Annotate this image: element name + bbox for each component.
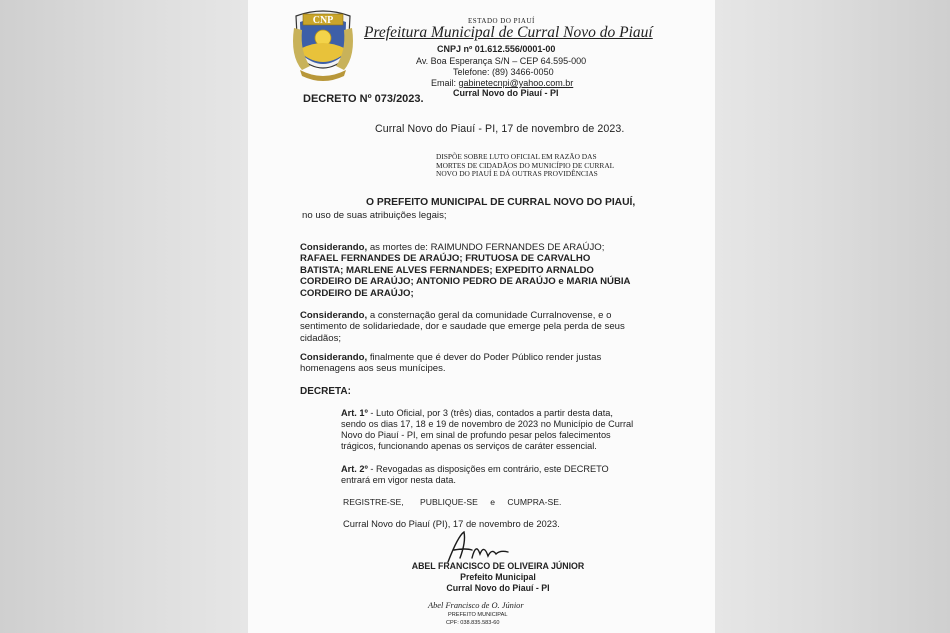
considerando-2 bbox=[300, 310, 652, 344]
email-label: Email: bbox=[431, 78, 457, 88]
registre-text: REGISTRE-SE, bbox=[343, 497, 404, 507]
article-text: - Revogadas as disposições em contrário, este DECRETO bbox=[370, 464, 609, 474]
conjunction-text: e bbox=[490, 497, 496, 507]
considerando-text: RAFAEL FERNANDES DE ARAÚJO; FRUTUOSA DE CARVALHO bbox=[300, 253, 591, 265]
stamp-title: PREFEITO MUNICIPAL bbox=[448, 612, 508, 618]
background-right bbox=[715, 0, 950, 633]
article-text: entrará em vigor nesta data. bbox=[341, 475, 456, 485]
considerando-3 bbox=[300, 352, 652, 375]
municipal-seal-icon bbox=[290, 8, 356, 84]
legal-attributions: no uso de suas atribuições legais; bbox=[302, 210, 447, 221]
considerando-text: a consternação geral da comunidade Curralnovense, e o bbox=[369, 310, 612, 321]
considerando-text: cidadãos; bbox=[300, 332, 342, 344]
article-lead: Art. 1º bbox=[341, 408, 368, 418]
publique-text: PUBLIQUE-SE bbox=[420, 497, 478, 507]
considerando-1 bbox=[300, 242, 652, 299]
registre-line bbox=[343, 497, 561, 507]
logo-text: CNP bbox=[312, 15, 334, 26]
considerando-text: finalmente que é dever do Poder Público render justas bbox=[369, 352, 602, 363]
considerando-lead: Considerando, bbox=[300, 242, 368, 253]
signatory-title: Prefeito Municipal bbox=[460, 572, 536, 582]
stamp-name: Abel Francisco de O. Júnior bbox=[428, 601, 524, 610]
considerando-lead: Considerando, bbox=[300, 352, 368, 363]
article-1 bbox=[341, 408, 651, 452]
considerando-text: CORDEIRO DE ARAÚJO; ANTONIO PEDRO DE ARAÚJO e MARIA NÚBIA bbox=[300, 276, 631, 288]
cnpj-text: CNPJ nº 01.612.556/0001-00 bbox=[437, 44, 556, 54]
cumpra-text: CUMPRA-SE. bbox=[507, 497, 562, 507]
considerando-text: CORDEIRO DE ARAÚJO; bbox=[300, 287, 414, 299]
ementa bbox=[436, 153, 646, 179]
prefeitura-title: Prefeitura Municipal de Curral Novo do Piauí bbox=[364, 24, 653, 41]
email-link[interactable]: gabinetecnpi@yahoo.com.br bbox=[458, 78, 574, 88]
article-text: trágicos, funcionando apenas os serviços de caráter essencial. bbox=[341, 441, 597, 451]
ementa-line: NOVO DO PIAUÍ E DÁ OUTRAS PROVIDÊNCIAS bbox=[436, 169, 598, 179]
article-text: Novo do Piauí - PI, em sinal de profundo pesar pelos falecimentos bbox=[341, 430, 611, 440]
mayor-heading: O PREFEITO MUNICIPAL DE CURRAL NOVO DO PIAUÍ, bbox=[366, 197, 636, 208]
closing-place-date: Curral Novo do Piauí (PI), 17 de novembro de 2023. bbox=[343, 518, 560, 529]
article-text: sendo os dias 17, 18 e 19 de novembro de 2023 no Município de Curral bbox=[341, 419, 634, 429]
signatory-city: Curral Novo do Piauí - PI bbox=[446, 583, 550, 593]
decreta-heading: DECRETA: bbox=[300, 386, 351, 397]
article-text: - Luto Oficial, por 3 (três) dias, contados a partir desta data, bbox=[370, 408, 613, 418]
considerando-text: sentimento de solidariedade, dor e saudade que emerge pela perda de seus bbox=[300, 321, 625, 333]
place-date: Curral Novo do Piauí - PI, 17 de novembro de 2023. bbox=[375, 123, 625, 135]
article-2 bbox=[341, 464, 651, 486]
header-city: Curral Novo do Piauí - PI bbox=[453, 88, 559, 98]
considerando-lead: Considerando, bbox=[300, 310, 368, 321]
decree-number: DECRETO Nº 073/2023. bbox=[303, 93, 424, 105]
ementa-line: DISPÕE SOBRE LUTO OFICIAL EM RAZÃO DAS bbox=[436, 152, 597, 161]
article-lead: Art. 2º bbox=[341, 464, 368, 474]
stamp-cpf: CPF: 038.835.583-60 bbox=[446, 620, 500, 626]
signatory-name: ABEL FRANCISCO DE OLIVEIRA JÚNIOR bbox=[411, 561, 585, 571]
estado-label: ESTADO DO PIAUÍ bbox=[468, 17, 535, 25]
phone-text: Telefone: (89) 3466-0050 bbox=[453, 67, 554, 77]
considerando-text: as mortes de: RAIMUNDO FERNANDES DE ARAÚJO; bbox=[369, 242, 605, 253]
considerando-text: homenagens aos seus munícipes. bbox=[300, 363, 446, 375]
background-left bbox=[0, 0, 248, 633]
document-page bbox=[248, 0, 715, 633]
address-text: Av. Boa Esperança S/N – CEP 64.595-000 bbox=[416, 56, 587, 66]
considerando-text: BATISTA; MARLENE ALVES FERNANDES; EXPEDITO ARNALDO bbox=[300, 264, 594, 276]
ementa-line: MORTES DE CIDADÃOS DO MUNICÍPIO DE CURRAL bbox=[436, 160, 615, 170]
